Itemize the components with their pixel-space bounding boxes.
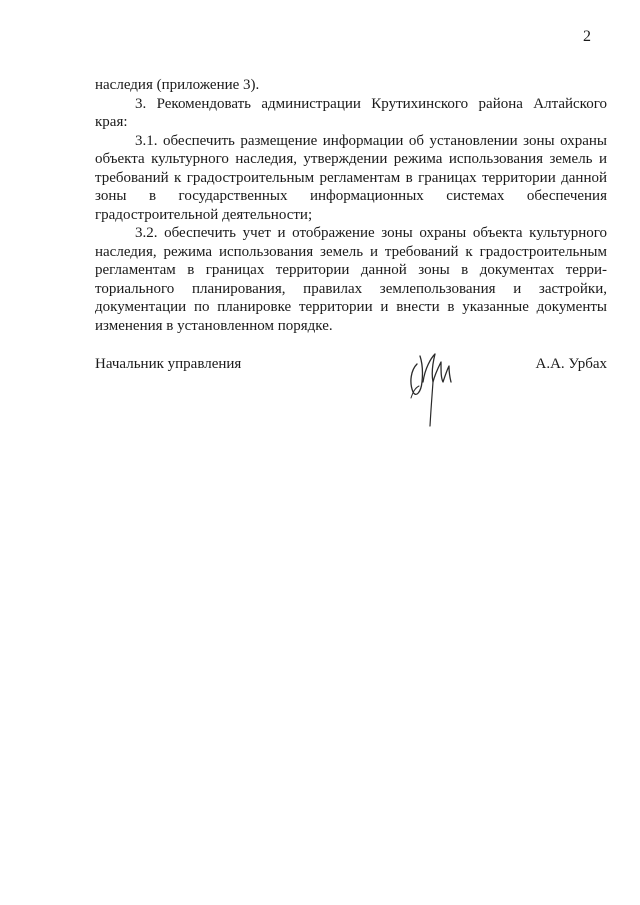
signatory-position: Начальник управления [95,356,242,372]
page-number: 2 [583,28,591,45]
paragraph-item-3: 3. Рекомендовать администрации Крутихинского района Алтайского края: [95,95,607,130]
signatory-name: А.А. Урбах [535,356,607,372]
paragraph-continuation: наследия (приложение 3). [95,77,260,93]
document-body [95,76,607,335]
paragraph-item-3-1: 3.1. обеспечить размещение информации об установлении зоны охраны объекта культурного наследия, утверждении режима использования земель и требований к градостроительным регламентам в границах территории данной зоны в государственных информационных системах обеспечения градостроительной деятельности; [95,132,607,223]
paragraph-item-3-2: 3.2. обеспечить учет и отображение зоны охраны объекта культурного наследия, режима использования земель и требований к градостроительным регламентам в границах территории данной зоны в документах территориального планирования, правилах землепользования и застройки, документации по планировке территории и внести в указанные документы изменения в установленном порядке. [95,225,607,334]
handwritten-signature-icon [403,348,463,428]
signature-block [95,356,607,436]
